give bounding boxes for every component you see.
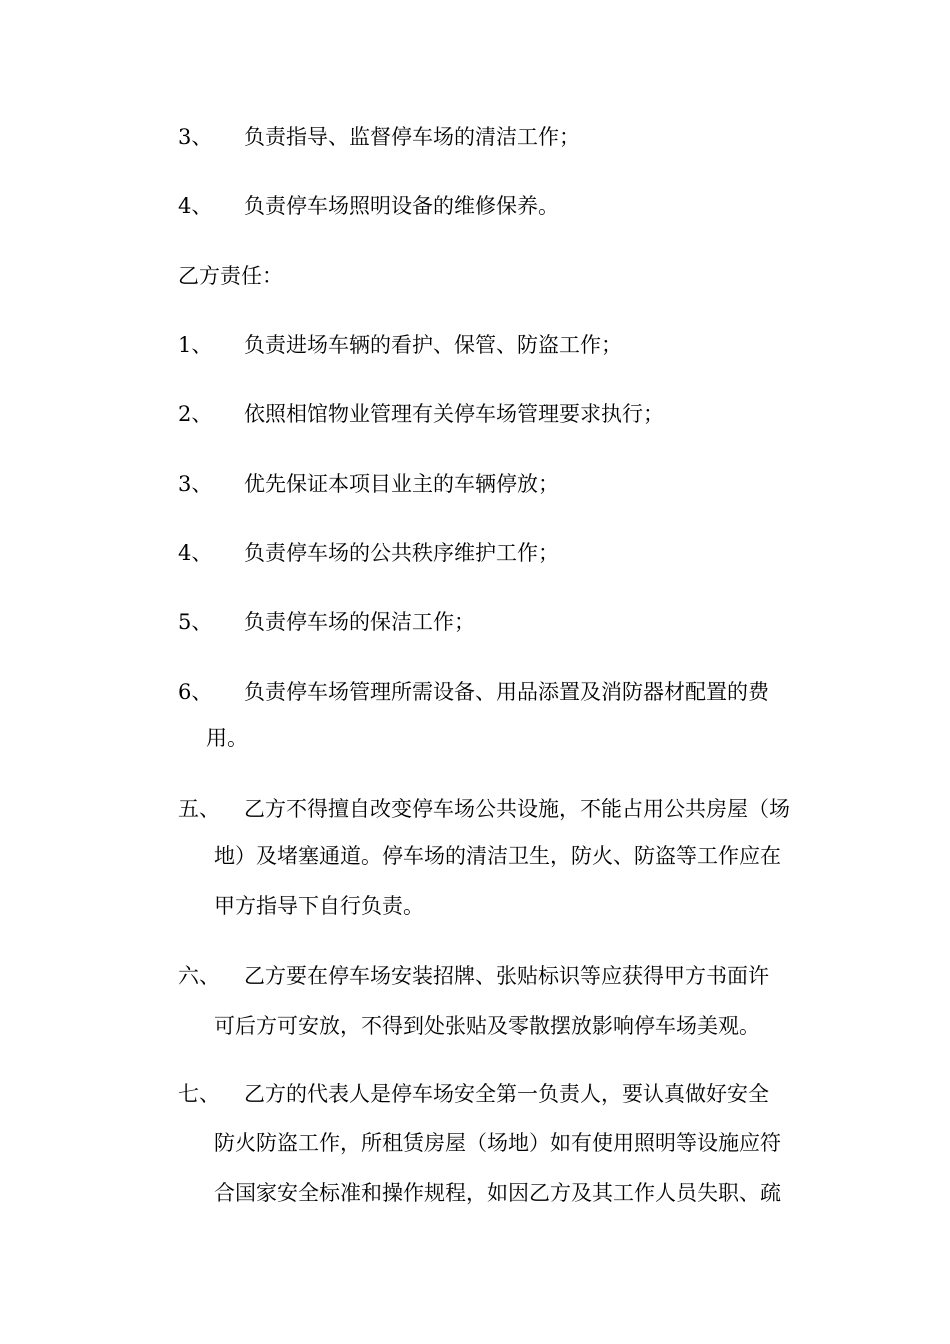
item-text: 负责停车场照明设备的维修保养。 — [244, 194, 559, 218]
clause-continuation: 防火防盗工作，所租赁房屋（场地）如有使用照明等设施应符 — [214, 1131, 781, 1155]
section-heading: 乙方责任： — [178, 264, 283, 288]
clause-text: 乙方不得擅自改变停车场公共设施，不能占用公共房屋（场 — [244, 797, 790, 821]
clause-text: 乙方的代表人是停车场安全第一负责人，要认真做好安全 — [244, 1082, 769, 1106]
item-continuation: 用。 — [206, 726, 248, 750]
clause-number: 六、 — [178, 964, 220, 988]
item-text: 负责停车场的保洁工作； — [244, 610, 475, 634]
clause-text: 乙方要在停车场安装招牌、张贴标识等应获得甲方书面许 — [244, 964, 769, 988]
clause-continuation: 可后方可安放，不得到处张贴及零散摆放影响停车场美观。 — [214, 1014, 760, 1038]
clause-number: 七、 — [178, 1082, 220, 1106]
item-number: 4、 — [178, 541, 213, 565]
clause-continuation: 甲方指导下自行负责。 — [214, 894, 424, 918]
clause-continuation: 地）及堵塞通道。停车场的清洁卫生，防火、防盗等工作应在 — [214, 844, 781, 868]
item-text: 负责指导、监督停车场的清洁工作； — [244, 125, 580, 149]
item-text: 依照相馆物业管理有关停车场管理要求执行； — [244, 402, 664, 426]
item-number: 1、 — [178, 333, 213, 357]
item-number: 4、 — [178, 194, 213, 218]
item-number: 6、 — [178, 680, 213, 704]
item-number: 3、 — [178, 472, 213, 496]
item-number: 5、 — [178, 610, 213, 634]
clause-number: 五、 — [178, 797, 220, 821]
item-number: 2、 — [178, 402, 213, 426]
item-number: 3、 — [178, 125, 213, 149]
item-text: 负责停车场管理所需设备、用品添置及消防器材配置的费 — [244, 680, 769, 704]
clause-continuation: 合国家安全标准和操作规程，如因乙方及其工作人员失职、疏 — [214, 1181, 781, 1205]
item-text: 负责进场车辆的看护、保管、防盗工作； — [244, 333, 622, 357]
item-text: 负责停车场的公共秩序维护工作； — [244, 541, 559, 565]
item-text: 优先保证本项目业主的车辆停放； — [244, 472, 559, 496]
